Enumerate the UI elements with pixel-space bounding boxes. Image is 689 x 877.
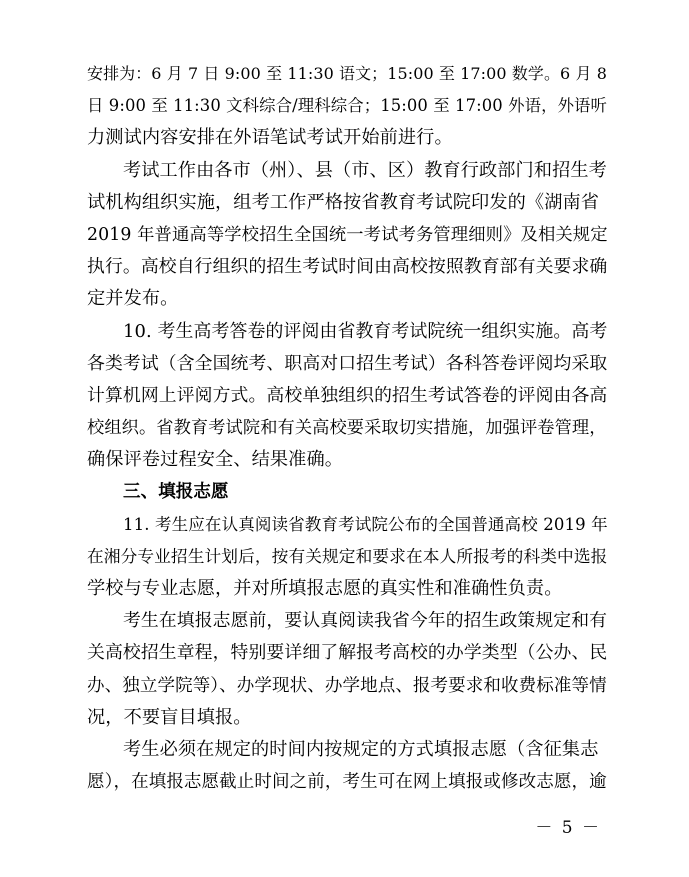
text-line: 校组织。省教育考试院和有关高校要采取切实措施，加强评卷管理，	[87, 418, 607, 439]
text-line: 日 9:00 至 11:30 文科综合/理科综合；15:00 至 17:00 外语，外语听	[87, 96, 608, 116]
text-line: 安排为：6 月 7 日 9:00 至 11:30 语文；15:00 至 17:00 数学。6 月 8	[87, 64, 608, 83]
text-line: 愿），在填报志愿截止时间之前，考生可在网上填报或修改志愿，逾	[87, 772, 607, 793]
text-line: 10. 考生高考答卷的评阅由省教育考试院统一组织实施。高考	[123, 320, 608, 342]
text-line: 办、独立学院等）、办学现状、办学地点、报考要求和收费标准等情	[87, 675, 607, 696]
text-line: 考生在填报志愿前，要认真阅读我省今年的招生政策规定和有	[123, 610, 608, 632]
text-line: 考生必须在规定的时间内按规定的方式填报志愿（含征集志	[123, 738, 599, 760]
text-line: 况，不要盲目填报。	[87, 706, 252, 728]
page-number: － 5 －	[535, 818, 601, 838]
text-line: 学校与专业志愿，并对所填报志愿的真实性和准确性负责。	[87, 578, 563, 599]
text-line: 各类考试（含全国统考、职高对口招生考试）各科答卷评阅均采取	[87, 352, 608, 374]
text-line: 计算机网上评阅方式。高校单独组织的招生考试答卷的评阅由各高	[87, 384, 608, 406]
text-line: 定并发布。	[87, 288, 179, 310]
text-line: 力测试内容安排在外语笔试考试开始前进行。	[87, 127, 453, 149]
text-line: 11. 考生应在认真阅读省教育考试院公布的全国普通高校 2019 年	[123, 514, 608, 534]
section-heading: 三、填报志愿	[123, 482, 229, 503]
text-line: 考试工作由各市（州）、县（市、区）教育行政部门和招生考	[123, 159, 607, 181]
text-line: 在湘分专业招生计划后，按有关规定和要求在本人所报考的科类中选报	[87, 546, 608, 566]
text-line: 执行。高校自行组织的招生考试时间由高校按照教育部有关要求确	[87, 256, 608, 278]
document-body	[87, 58, 607, 798]
text-line: 2019 年普通高等学校招生全国统一考试考务管理细则》及相关规定	[87, 224, 608, 245]
text-line: 确保评卷过程安全、结果准确。	[87, 449, 344, 471]
text-line: 关高校招生章程，特别要详细了解报考高校的办学类型（公办、民	[87, 642, 608, 664]
text-line: 试机构组织实施，组考工作严格按省教育考试院印发的《湖南省	[87, 191, 600, 213]
